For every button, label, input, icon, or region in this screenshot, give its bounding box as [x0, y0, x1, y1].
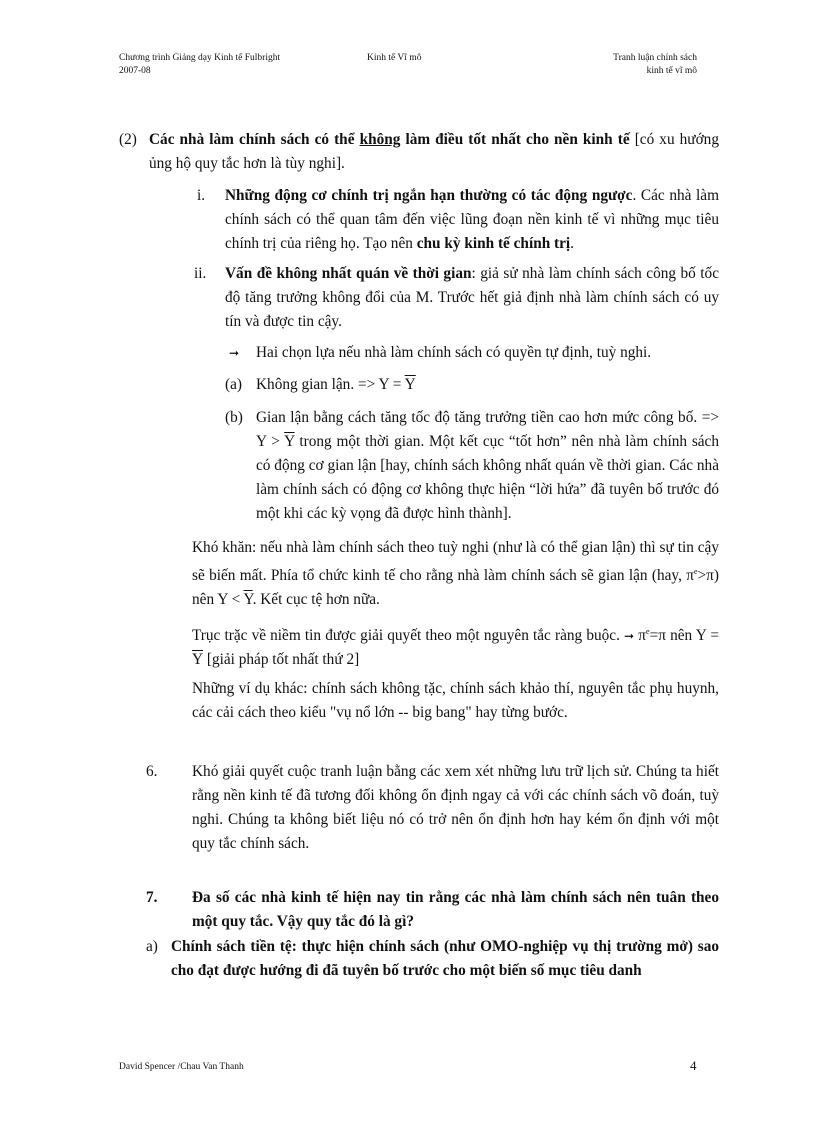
y-bar-symbol: $\overline{Y}$ [404, 376, 416, 393]
item-ii-text: : giả sử nhà làm chính sách công bố tốc độ tăng trưởng không đổi của M. Trước hết giả định nhà làm chính sách có uy tín và được tin cậy. [225, 265, 719, 330]
trust-mid: =π nên Y = [649, 627, 719, 645]
section2-bold-b: làm điều tốt nhất cho nền kinh tế [400, 131, 630, 148]
pi-superscript: e [646, 627, 650, 636]
point-7-marker: 7. [146, 889, 158, 906]
header-topic-line2: kinh tế vĩ mô [646, 66, 697, 76]
header-year: 2007-08 [119, 66, 151, 76]
examples-paragraph: Những ví dụ khác: chính sách không tặc, chính sách khảo thí, nguyên tắc phụ huynh, các cải cách theo kiểu "vụ nổ lớn -- big bang" hay từng bước. [192, 680, 719, 721]
option-a-paragraph [256, 373, 719, 397]
arrow-icon: ➞ [624, 629, 635, 644]
arrow-line-text: Hai chọn lựa nếu nhà làm chính sách có quyền tự định, tuỳ nghi. [256, 344, 652, 361]
pi-superscript: e [693, 567, 698, 576]
item-ii-bold: Vấn đề không nhất quán về thời gian [225, 265, 472, 282]
item-i-marker: i. [197, 187, 206, 204]
header-topic-line1: Tranh luận chính sách [613, 53, 697, 63]
header-right [613, 52, 697, 78]
section2-bold-underlined: không [359, 131, 401, 148]
option-b-marker: (b) [225, 409, 243, 426]
option-b-pre: => Y > [256, 409, 720, 450]
page-number: 4 [690, 1058, 697, 1073]
trust-pi: π [634, 627, 646, 645]
item-ii-paragraph [225, 262, 719, 334]
item-i-text: . Các nhà làm chính sách có thể quan tâm đến việc lũng đoạn nền kinh tế vì những mục tiêu chính trị của riêng họ. Tạo nên [225, 187, 720, 252]
option-b-paragraph [256, 406, 719, 526]
section2-rest: [có xu hướng ủng hộ quy tắc hơn là tùy nghi]. [149, 131, 719, 172]
point-6-marker: 6. [146, 763, 158, 780]
header-left [119, 52, 280, 78]
item-i-end: . [570, 235, 574, 252]
y-bar-symbol: $\overline{Y}$ [192, 651, 204, 669]
option-b-line1: Gian lận bằng cách tăng tốc độ tăng trưởng tiền cao hơn mức công bố. [256, 409, 698, 426]
point-6-paragraph: Khó giải quyết cuộc tranh luận bằng các xem xét những lưu trữ lịch sử. Chúng ta hiết rằng nền kinh tế đã tương đối không ổn định ngay cả với các chính sách võ đoán, tuỳ nghi. Chúng ta không biết liệu nó có trở nên ổn định hơn hay kém ổn định với một quy tắc chính sách. [192, 763, 719, 852]
point-7a-paragraph: Chính sách tiền tệ: thực hiện chính sách (như OMO-nghiệp vụ thị trường mở) sao cho đạt được hướng đi đã tuyên bố trước cho một biến số mục tiêu danh [171, 938, 719, 979]
y-bar-symbol: $\overline{Y}$ [284, 433, 295, 450]
y-bar-symbol: $\overline{Y}$ [243, 591, 253, 609]
item-i-bold2: chu kỳ kinh tế chính trị [416, 235, 571, 252]
option-a-marker: (a) [225, 376, 242, 393]
section2-paragraph [149, 128, 719, 176]
difficulty-text: Khó khăn: nếu nhà làm chính sách theo tuỳ nghi (như là có thể gian lận) thì sự tin cậy sẽ biến mất. Phía tổ chức kinh tế cho rằng nhà làm chính sách sẽ gian lận (hay, π [192, 539, 719, 585]
item-i-paragraph [225, 184, 719, 256]
section2-bold-a: Các nhà làm chính sách có thể [149, 131, 360, 148]
point-7a-marker: a) [146, 938, 158, 955]
difficulty-mid: >π) nên Y < [192, 567, 719, 609]
trust-end: [giải pháp tốt nhất thứ 2] [203, 651, 360, 669]
trust-paragraph [192, 620, 719, 672]
difficulty-end: . Kết cục tệ hơn nữa. [252, 591, 380, 609]
header-course: Kinh tế Vĩ mô [367, 53, 422, 63]
header-program: Chương trình Giảng dạy Kinh tế Fulbright [119, 53, 281, 63]
item-i-bold: Những động cơ chính trị ngắn hạn thường có tác động ngược [225, 187, 633, 204]
trust-text: Trục trặc về niềm tin được giải quyết theo một nguyên tắc ràng buộc. [192, 627, 625, 645]
difficulty-paragraph [192, 536, 719, 612]
section2-marker: (2) [119, 131, 137, 148]
arrow-icon: ➞ [229, 346, 240, 360]
option-a-text: Không gian lận. => Y = [256, 376, 405, 393]
option-b-rest: trong một thời gian. Một kết cục “tốt hơn” nên nhà làm chính sách có động cơ gian lận [hay, chính sách không nhất quán về thời gian. Các nhà làm chính sách có động cơ không thực hiện “lời hứa” đã tuyên bố trước đó một khi các kỳ vọng đã được hình thành]. [256, 433, 719, 522]
item-ii-marker: ii. [194, 265, 207, 282]
footer-author: David Spencer /Chau Van Thanh [119, 1062, 244, 1072]
point-7-paragraph: Đa số các nhà kinh tế hiện nay tin rằng các nhà làm chính sách nên tuân theo một quy tắc. Vậy quy tắc đó là gì? [192, 889, 719, 930]
